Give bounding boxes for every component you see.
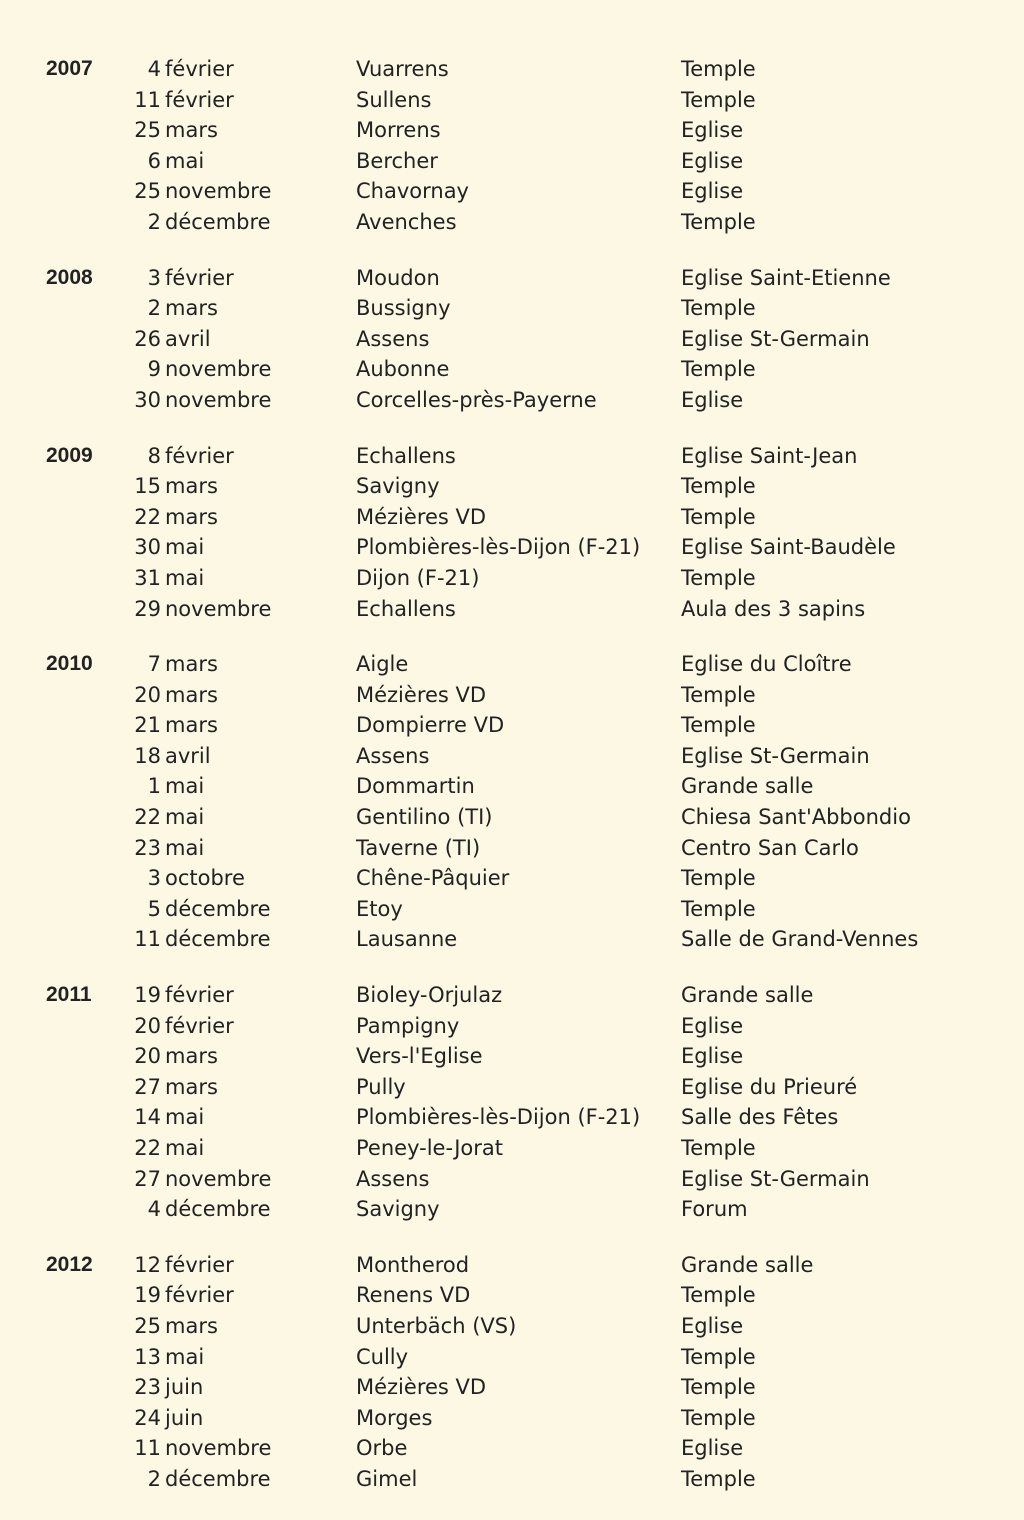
concert-day: 11 <box>134 1436 161 1461</box>
concert-row <box>0 1342 1024 1373</box>
concert-row <box>0 594 1024 625</box>
concert-month: février <box>165 87 234 112</box>
concert-place: Corcelles-près-Payerne <box>356 387 597 412</box>
concert-row <box>0 1194 1024 1225</box>
concert-row <box>0 980 1024 1011</box>
concert-row <box>0 54 1024 85</box>
concert-venue: Eglise <box>681 1313 744 1338</box>
concert-list <box>0 54 1024 1520</box>
concert-month: mai <box>165 1105 205 1130</box>
concert-place: Orbe <box>356 1436 408 1461</box>
concert-venue: Eglise St-Germain <box>681 1166 870 1191</box>
year-group-2012 <box>0 1250 1024 1495</box>
year-label: 2008 <box>46 265 93 289</box>
concert-venue: Temple <box>681 1344 756 1369</box>
concert-month: novembre <box>165 596 272 621</box>
concert-venue: Eglise <box>681 148 744 173</box>
year-group-2010 <box>0 649 1024 955</box>
concert-place: Savigny <box>356 1197 440 1222</box>
concert-month: novembre <box>165 357 272 382</box>
concert-row <box>0 1072 1024 1103</box>
concert-month: mars <box>165 296 218 321</box>
concert-day: 1 <box>147 774 161 799</box>
concert-place: Lausanne <box>356 927 458 952</box>
concert-row <box>0 802 1024 833</box>
concert-row <box>0 863 1024 894</box>
concert-row <box>0 532 1024 563</box>
concert-row <box>0 1011 1024 1042</box>
concert-row <box>0 385 1024 416</box>
concert-day: 22 <box>134 805 161 830</box>
concert-place: Mézières VD <box>356 682 487 707</box>
concert-day: 21 <box>134 713 161 738</box>
concert-month: mai <box>165 774 205 799</box>
year-group-2009 <box>0 441 1024 625</box>
concert-month: novembre <box>165 179 272 204</box>
concert-month: février <box>165 1283 234 1308</box>
concert-row <box>0 115 1024 146</box>
concert-venue: Eglise St-Germain <box>681 743 870 768</box>
concert-day: 24 <box>134 1405 161 1430</box>
concert-venue: Temple <box>681 1405 756 1430</box>
concert-venue: Eglise <box>681 1013 744 1038</box>
concert-row <box>0 741 1024 772</box>
concert-venue: Grande salle <box>681 983 814 1008</box>
concert-row <box>0 1311 1024 1342</box>
concert-month: mars <box>165 1074 218 1099</box>
concert-place: Dijon (F-21) <box>356 565 480 590</box>
concert-place: Savigny <box>356 474 440 499</box>
year-group-2011 <box>0 980 1024 1225</box>
concert-place: Peney-le-Jorat <box>356 1136 503 1160</box>
concert-month: mars <box>165 474 218 499</box>
concert-day: 22 <box>134 504 161 529</box>
concert-place: Gimel <box>356 1466 418 1491</box>
concert-venue: Eglise St-Germain <box>681 326 870 351</box>
concert-month: décembre <box>165 896 271 921</box>
concert-row <box>0 924 1024 955</box>
concert-day: 23 <box>134 835 161 860</box>
concert-venue: Chiesa Sant'Abbondio <box>681 805 911 830</box>
concert-row <box>0 1280 1024 1311</box>
concert-row <box>0 680 1024 711</box>
concert-row <box>0 1464 1024 1495</box>
concert-place: Cully <box>356 1344 409 1369</box>
concert-place: Mézières VD <box>356 504 487 529</box>
concert-row <box>0 894 1024 925</box>
concert-day: 4 <box>147 1197 161 1222</box>
concert-place: Aubonne <box>356 357 450 382</box>
concert-row <box>0 146 1024 177</box>
concert-day: 7 <box>147 652 161 677</box>
concert-venue: Temple <box>681 504 756 529</box>
year-label: 2010 <box>46 652 93 676</box>
concert-day: 25 <box>134 118 161 143</box>
concert-venue: Temple <box>681 896 756 921</box>
concert-venue: Temple <box>681 1466 756 1491</box>
concert-month: mai <box>165 1344 205 1369</box>
concert-venue: Centro San Carlo <box>681 835 859 860</box>
concert-month: mars <box>165 504 218 529</box>
concert-day: 2 <box>147 296 161 321</box>
concert-venue: Grande salle <box>681 1252 814 1277</box>
concert-row <box>0 293 1024 324</box>
concert-row <box>0 1164 1024 1195</box>
concert-day: 31 <box>134 565 161 590</box>
concert-day: 12 <box>134 1252 161 1277</box>
concert-month: mai <box>165 565 205 590</box>
concert-venue: Eglise <box>681 1436 744 1461</box>
concert-place: Assens <box>356 326 430 351</box>
year-label: 2012 <box>46 1252 93 1276</box>
concert-venue: Temple <box>681 87 756 112</box>
concert-venue: Eglise du Cloître <box>681 652 852 677</box>
concert-day: 15 <box>134 474 161 499</box>
concert-month: mai <box>165 805 205 830</box>
concert-month: juin <box>165 1405 204 1430</box>
concert-venue: Salle de Grand-Vennes <box>681 927 919 952</box>
concert-day: 22 <box>134 1136 161 1160</box>
concert-day: 2 <box>147 209 161 234</box>
concert-day: 19 <box>134 1283 161 1308</box>
concert-month: novembre <box>165 387 272 412</box>
concert-month: décembre <box>165 1197 271 1222</box>
concert-day: 13 <box>134 1344 161 1369</box>
concert-day: 23 <box>134 1375 161 1400</box>
concert-place: Moudon <box>356 265 440 290</box>
concert-venue: Temple <box>681 474 756 499</box>
concert-row <box>0 1133 1024 1164</box>
concert-month: novembre <box>165 1166 272 1191</box>
concert-row <box>0 324 1024 355</box>
concert-place: Vuarrens <box>356 57 449 81</box>
concert-day: 19 <box>134 983 161 1008</box>
concert-venue: Temple <box>681 682 756 707</box>
year-group-2007 <box>0 54 1024 238</box>
concert-venue: Eglise <box>681 179 744 204</box>
concert-day: 18 <box>134 743 161 768</box>
concert-place: Pampigny <box>356 1013 460 1038</box>
concert-day: 30 <box>134 387 161 412</box>
concert-place: Etoy <box>356 896 403 921</box>
concert-month: décembre <box>165 1466 271 1491</box>
concert-month: avril <box>165 743 211 768</box>
concert-month: février <box>165 443 234 468</box>
concert-month: avril <box>165 326 211 351</box>
concert-venue: Eglise <box>681 1044 744 1069</box>
concert-place: Bercher <box>356 148 438 173</box>
concert-place: Chavornay <box>356 179 469 204</box>
year-label: 2009 <box>46 443 93 467</box>
concert-month: juin <box>165 1375 204 1400</box>
concert-venue: Temple <box>681 866 756 891</box>
concert-month: mars <box>165 1044 218 1069</box>
concert-venue: Temple <box>681 713 756 738</box>
concert-row <box>0 771 1024 802</box>
concert-day: 30 <box>134 535 161 560</box>
concert-place: Morrens <box>356 118 441 143</box>
concert-day: 3 <box>147 265 161 290</box>
concert-row <box>0 354 1024 385</box>
concert-venue: Eglise Saint-Jean <box>681 443 858 468</box>
concert-month: mars <box>165 1313 218 1338</box>
concert-venue: Grande salle <box>681 774 814 799</box>
concert-day: 14 <box>134 1105 161 1130</box>
concert-day: 2 <box>147 1466 161 1491</box>
concert-month: février <box>165 265 234 290</box>
concert-day: 11 <box>134 927 161 952</box>
concert-place: Assens <box>356 743 430 768</box>
concert-place: Bussigny <box>356 296 451 321</box>
concert-place: Mézières VD <box>356 1375 487 1400</box>
concert-place: Pully <box>356 1074 406 1099</box>
concert-row <box>0 1041 1024 1072</box>
concert-venue: Temple <box>681 209 756 234</box>
concert-row <box>0 1372 1024 1403</box>
concert-place: Chêne-Pâquier <box>356 866 510 891</box>
concert-venue: Temple <box>681 57 756 81</box>
year-label: 2011 <box>46 983 92 1007</box>
concert-day: 27 <box>134 1166 161 1191</box>
concert-month: mai <box>165 535 205 560</box>
concert-place: Sullens <box>356 87 432 112</box>
concert-venue: Aula des 3 sapins <box>681 596 866 621</box>
concert-day: 20 <box>134 1044 161 1069</box>
concert-place: Unterbäch (VS) <box>356 1313 517 1338</box>
concert-row <box>0 710 1024 741</box>
concert-venue: Eglise Saint-Etienne <box>681 265 891 290</box>
concert-venue: Eglise Saint-Baudèle <box>681 535 896 560</box>
concert-venue: Temple <box>681 296 756 321</box>
concert-place: Dommartin <box>356 774 475 799</box>
concert-venue: Eglise <box>681 387 744 412</box>
concert-place: Plombières-lès-Dijon (F-21) <box>356 1105 641 1130</box>
concert-day: 25 <box>134 179 161 204</box>
concert-day: 11 <box>134 87 161 112</box>
concert-place: Bioley-Orjulaz <box>356 983 503 1008</box>
concert-place: Morges <box>356 1405 433 1430</box>
concert-month: février <box>165 1013 234 1038</box>
concert-month: décembre <box>165 209 271 234</box>
concert-venue: Forum <box>681 1197 748 1222</box>
concert-place: Assens <box>356 1166 430 1191</box>
concert-venue: Temple <box>681 1375 756 1400</box>
concert-month: novembre <box>165 1436 272 1461</box>
concert-venue: Salle des Fêtes <box>681 1105 839 1130</box>
concert-row <box>0 263 1024 294</box>
concert-place: Taverne (TI) <box>356 835 481 860</box>
concert-day: 29 <box>134 596 161 621</box>
concert-venue: Temple <box>681 1136 756 1160</box>
concert-venue: Eglise du Prieuré <box>681 1074 858 1099</box>
concert-day: 20 <box>134 1013 161 1038</box>
concert-month: mars <box>165 713 218 738</box>
concert-row <box>0 833 1024 864</box>
concert-month: octobre <box>165 866 245 891</box>
concert-place: Echallens <box>356 443 456 468</box>
concert-place: Gentilino (TI) <box>356 805 493 830</box>
concert-month: mars <box>165 682 218 707</box>
concert-row <box>0 1403 1024 1434</box>
concert-row <box>0 563 1024 594</box>
concert-month: mai <box>165 835 205 860</box>
concert-day: 5 <box>147 896 161 921</box>
concert-day: 4 <box>147 57 161 81</box>
concert-month: mai <box>165 148 205 173</box>
year-group-2008 <box>0 263 1024 416</box>
concert-place: Dompierre VD <box>356 713 505 738</box>
concert-row <box>0 176 1024 207</box>
concert-month: mars <box>165 652 218 677</box>
concert-row <box>0 649 1024 680</box>
concert-day: 9 <box>147 357 161 382</box>
concert-row <box>0 1433 1024 1464</box>
concert-place: Avenches <box>356 209 457 234</box>
concert-place: Montherod <box>356 1252 470 1277</box>
year-label: 2007 <box>46 57 93 80</box>
concert-month: mars <box>165 118 218 143</box>
concert-venue: Temple <box>681 565 756 590</box>
concert-row <box>0 1250 1024 1281</box>
concert-month: mai <box>165 1136 205 1160</box>
concert-place: Vers-l'Eglise <box>356 1044 483 1069</box>
concert-month: février <box>165 57 234 81</box>
concert-row <box>0 471 1024 502</box>
concert-month: février <box>165 983 234 1008</box>
concert-day: 20 <box>134 682 161 707</box>
concert-day: 6 <box>147 148 161 173</box>
concert-venue: Temple <box>681 1283 756 1308</box>
concert-day: 26 <box>134 326 161 351</box>
concert-venue: Eglise <box>681 118 744 143</box>
concert-row <box>0 502 1024 533</box>
concert-row <box>0 441 1024 472</box>
concert-place: Plombières-lès-Dijon (F-21) <box>356 535 641 560</box>
concert-place: Echallens <box>356 596 456 621</box>
concert-day: 3 <box>147 866 161 891</box>
concert-month: décembre <box>165 927 271 952</box>
concert-day: 27 <box>134 1074 161 1099</box>
concert-venue: Temple <box>681 357 756 382</box>
concert-day: 8 <box>147 443 161 468</box>
concert-day: 25 <box>134 1313 161 1338</box>
concert-month: février <box>165 1252 234 1277</box>
concert-row <box>0 1102 1024 1133</box>
concert-row <box>0 207 1024 238</box>
concert-place: Renens VD <box>356 1283 471 1308</box>
concert-row <box>0 85 1024 116</box>
concert-place: Aigle <box>356 652 409 677</box>
